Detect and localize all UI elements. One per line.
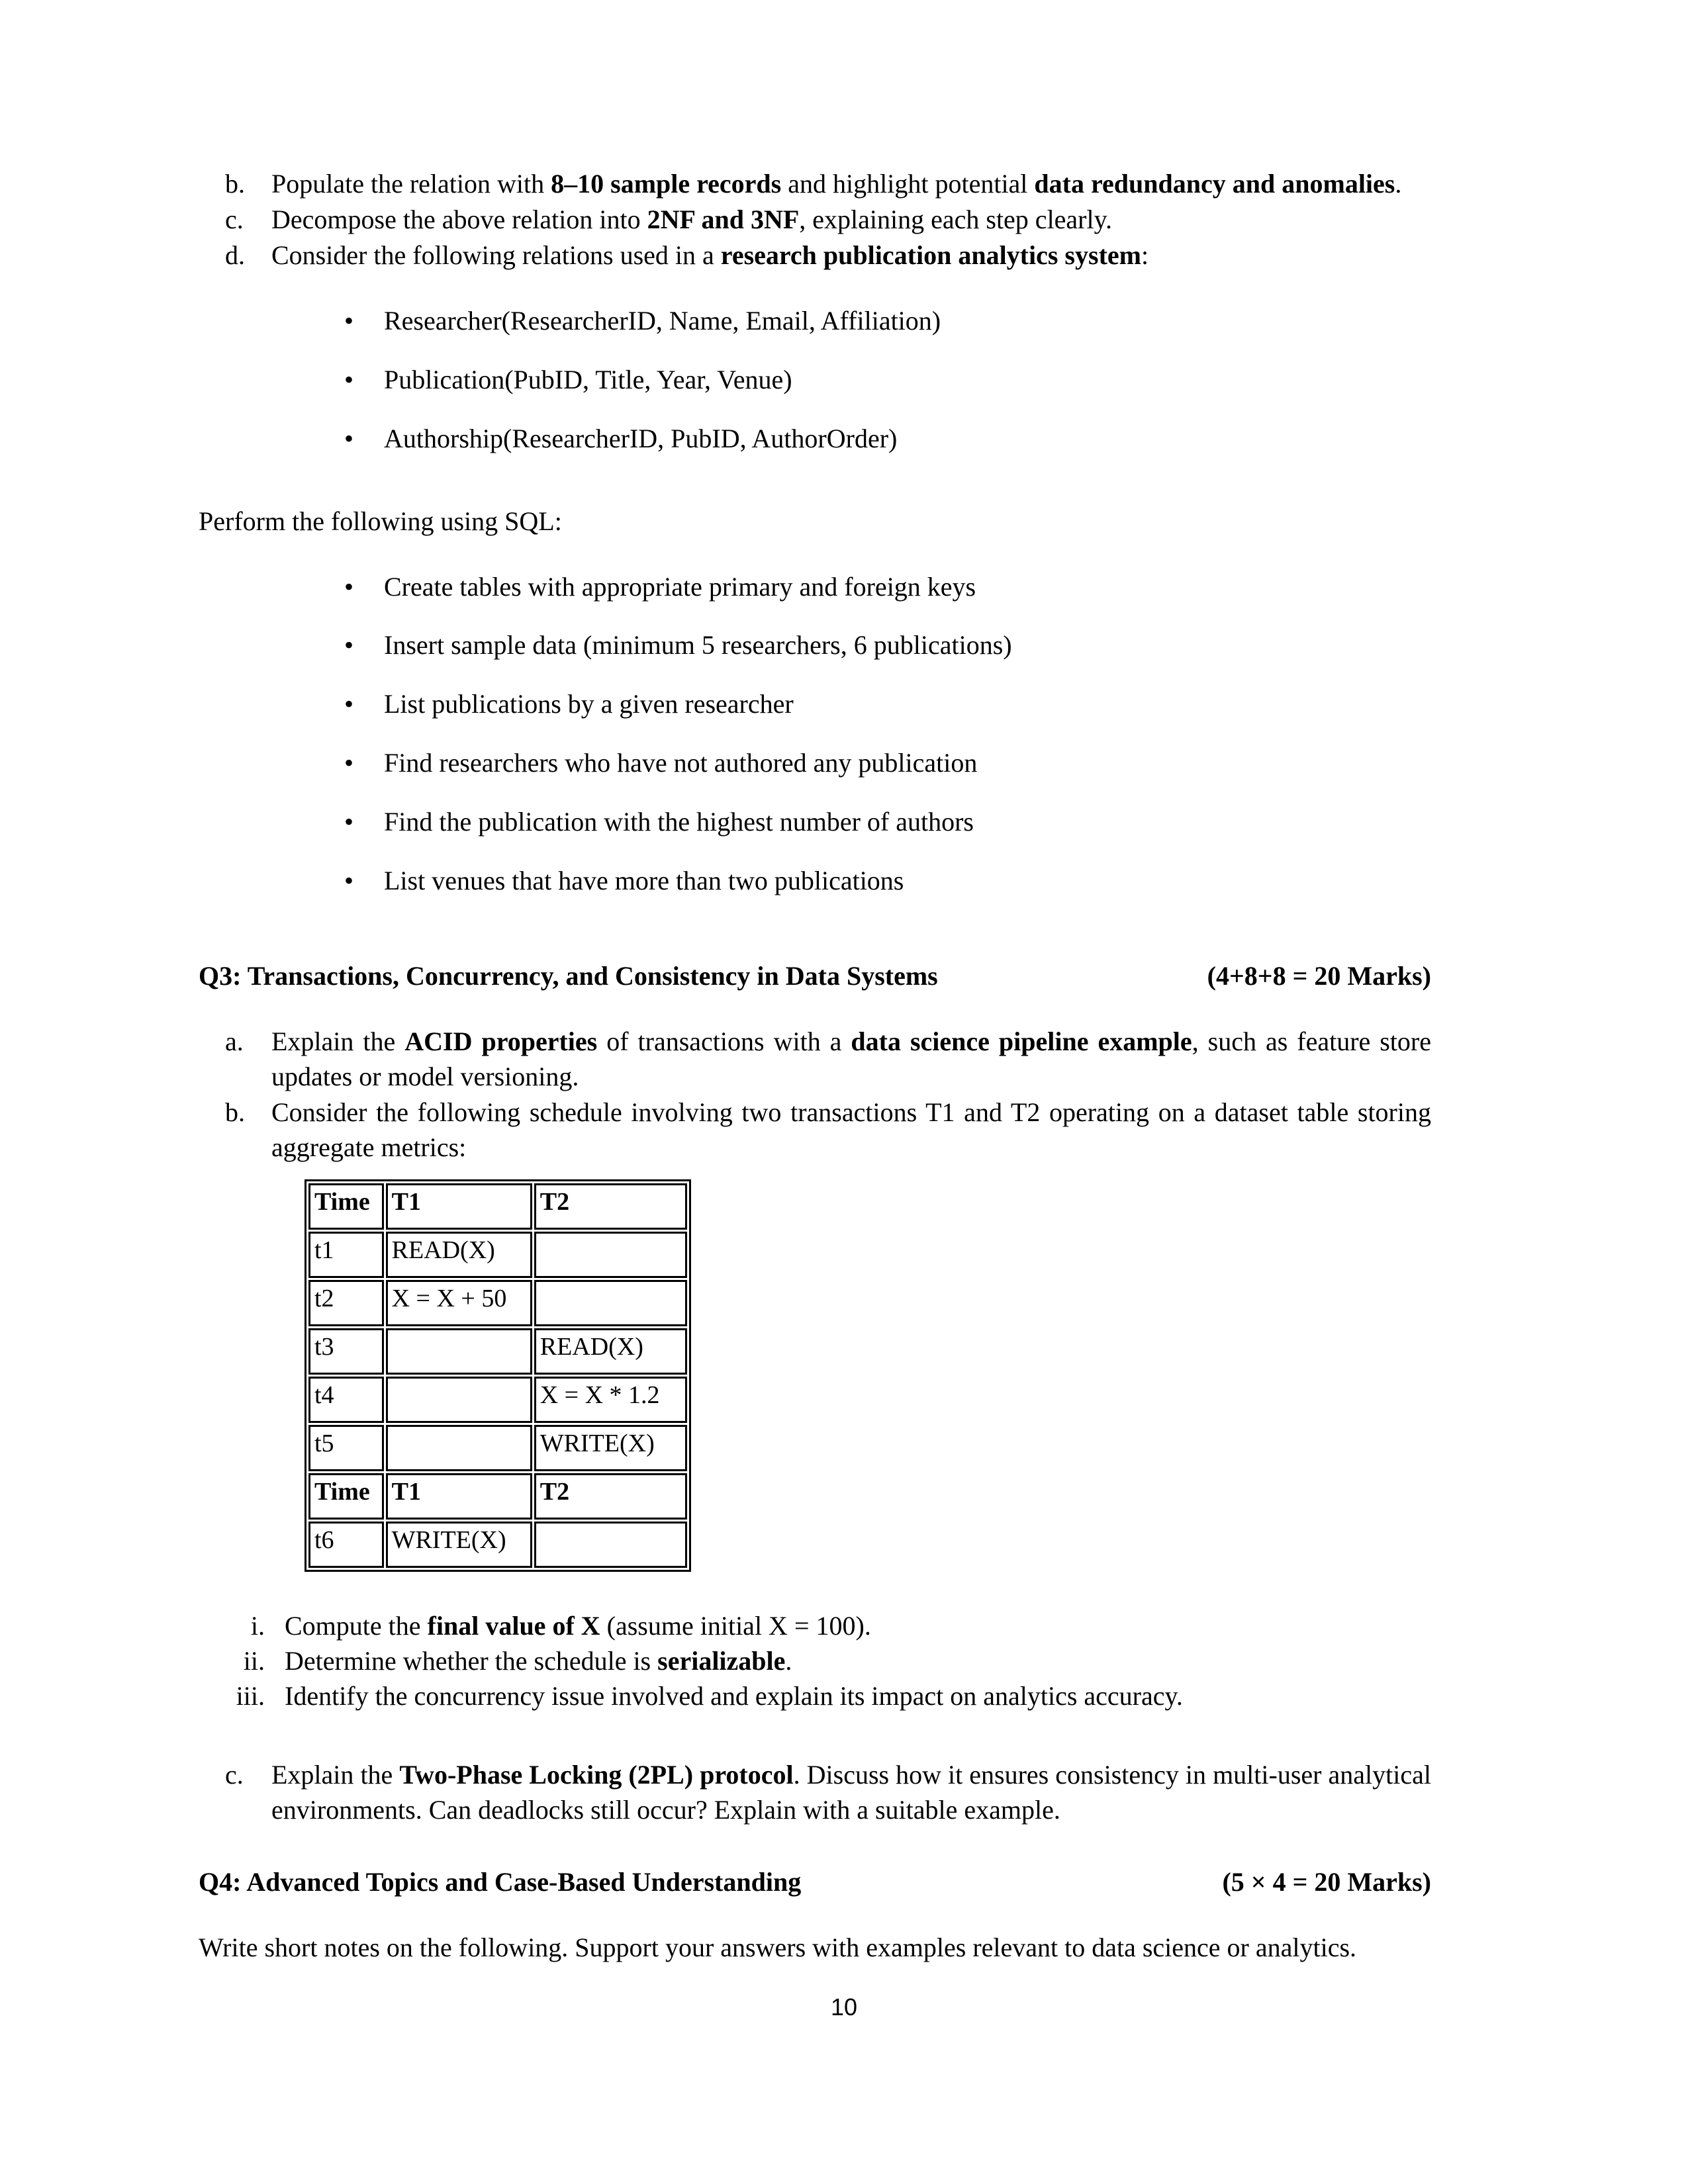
list-marker-d: d.: [225, 240, 245, 270]
table-cell: t6: [308, 1522, 384, 1568]
bullet-icon: •: [344, 630, 354, 660]
q3-lettered-list: [199, 1024, 1431, 1165]
q4-marks: (5 × 4 = 20 Marks): [1222, 1867, 1431, 1897]
table-cell: WRITE(X): [386, 1522, 532, 1568]
table-cell: [534, 1522, 687, 1568]
list-marker-c: c.: [225, 204, 244, 234]
list-item-q3-a: [199, 1024, 1431, 1095]
sql-task-text: List publications by a given researcher: [384, 689, 794, 719]
list-marker-q3-c: c.: [225, 1759, 244, 1790]
table-cell: [386, 1425, 532, 1471]
relation-text: Publication(PubID, Title, Year, Venue): [384, 365, 792, 395]
table-header-cell: T2: [534, 1473, 687, 1520]
table-cell: t5: [308, 1425, 384, 1471]
table-header-cell: T2: [534, 1183, 687, 1230]
list-text-roman-i: Compute the final value of X (assume initial X = 100).: [285, 1611, 871, 1641]
table-header-row: [308, 1183, 687, 1230]
table-cell: WRITE(X): [534, 1425, 687, 1471]
table-cell: [534, 1232, 687, 1278]
sql-task-list: [199, 570, 1431, 899]
table-cell: t2: [308, 1280, 384, 1326]
list-item-sql-task: [199, 864, 1431, 899]
table-cell: [534, 1280, 687, 1326]
sql-task-text: Insert sample data (minimum 5 researchers, 6 publications): [384, 630, 1012, 660]
q4-heading: [199, 1865, 1431, 1900]
table-row: [308, 1280, 687, 1326]
sql-task-text: Create tables with appropriate primary and foreign keys: [384, 571, 976, 602]
table-header-cell: Time: [308, 1183, 384, 1230]
q3-marks: (4+8+8 = 20 Marks): [1207, 961, 1431, 991]
table-cell: X = X + 50: [386, 1280, 532, 1326]
list-item-b: [199, 167, 1431, 202]
relation-text: Authorship(ResearcherID, PubID, AuthorOrder): [384, 423, 898, 453]
table-header-cell: T1: [386, 1473, 532, 1520]
table-cell: [386, 1377, 532, 1423]
sql-task-text: List venues that have more than two publications: [384, 865, 904, 895]
q2-lettered-list: [199, 167, 1431, 273]
list-item-roman-iii: [199, 1679, 1431, 1714]
list-item-sql-task: [199, 805, 1431, 840]
list-marker-roman-i: i.: [250, 1611, 265, 1641]
bullet-icon: •: [344, 423, 354, 453]
list-text-roman-ii: Determine whether the schedule is serializable.: [285, 1646, 792, 1676]
list-marker-roman-ii: ii.: [243, 1646, 265, 1676]
table-cell: READ(X): [534, 1328, 687, 1375]
table-row: [308, 1232, 687, 1278]
list-item-q3-c: [199, 1758, 1431, 1828]
relation-schema-list: [199, 304, 1431, 456]
bullet-icon: •: [344, 689, 354, 719]
bullet-icon: •: [344, 806, 354, 837]
list-item-sql-task: [199, 628, 1431, 663]
schedule-table-body: [308, 1183, 687, 1568]
list-item-relation: [199, 363, 1431, 398]
list-marker-q3-a: a.: [225, 1026, 244, 1057]
table-header-cell: T1: [386, 1183, 532, 1230]
list-item-relation: [199, 422, 1431, 457]
list-text-c: Decompose the above relation into 2NF and 3NF, explaining each step clearly.: [271, 204, 1113, 234]
sql-task-text: Find the publication with the highest number of authors: [384, 806, 974, 837]
list-text-q3-a: Explain the ACID properties of transactions with a data science pipeline example, such as feature store updates or model versioning.: [271, 1026, 1431, 1091]
table-row: [308, 1377, 687, 1423]
sql-task-text: Find researchers who have not authored any publication: [384, 747, 978, 778]
q3-title: Q3: Transactions, Concurrency, and Consistency in Data Systems: [199, 961, 938, 991]
list-item-d: [199, 238, 1431, 273]
bullet-icon: •: [344, 865, 354, 895]
list-text-b: Populate the relation with 8–10 sample records and highlight potential data redundancy and anomalies.: [271, 169, 1402, 199]
list-text-q3-b: Consider the following schedule involving two transactions T1 and T2 operating on a dataset table storing aggregate metrics:: [271, 1097, 1431, 1162]
bullet-icon: •: [344, 365, 354, 395]
table-row: [308, 1522, 687, 1568]
table-header-row: [308, 1473, 687, 1520]
sql-intro-paragraph: Perform the following using SQL:: [199, 506, 562, 536]
list-marker-b: b.: [225, 169, 245, 199]
bullet-icon: •: [344, 747, 354, 778]
relation-text: Researcher(ResearcherID, Name, Email, Affiliation): [384, 306, 941, 336]
q4-intro-paragraph: Write short notes on the following. Support your answers with examples relevant to data science or analytics.: [199, 1933, 1357, 1963]
table-cell: t4: [308, 1377, 384, 1423]
q4-title: Q4: Advanced Topics and Case-Based Understanding: [199, 1867, 802, 1897]
table-header-cell: Time: [308, 1473, 384, 1520]
list-item-q3-b: [199, 1095, 1431, 1165]
transaction-schedule-table-wrapper: [305, 1179, 691, 1572]
list-item-sql-task: [199, 746, 1431, 781]
q3-heading: [199, 959, 1431, 994]
list-marker-roman-iii: iii.: [236, 1680, 265, 1711]
table-row: [308, 1425, 687, 1471]
table-cell: X = X * 1.2: [534, 1377, 687, 1423]
q3-item-c-list: [199, 1758, 1431, 1828]
table-cell: READ(X): [386, 1232, 532, 1278]
q3-roman-list: [199, 1609, 1431, 1713]
table-cell: [386, 1328, 532, 1375]
list-item-sql-task: [199, 687, 1431, 722]
bullet-icon: •: [344, 306, 354, 336]
list-item-sql-task: [199, 570, 1431, 605]
list-item-roman-ii: [199, 1644, 1431, 1679]
table-cell: t1: [308, 1232, 384, 1278]
list-marker-q3-b: b.: [225, 1097, 245, 1127]
transaction-schedule-table: [305, 1179, 691, 1572]
list-text-d: Consider the following relations used in a research publication analytics system:: [271, 240, 1149, 270]
table-row: [308, 1328, 687, 1375]
page-number: 10: [830, 1993, 858, 2021]
list-item-c: [199, 203, 1431, 238]
list-item-roman-i: [199, 1609, 1431, 1644]
table-cell: t3: [308, 1328, 384, 1375]
bullet-icon: •: [344, 571, 354, 602]
list-item-relation: [199, 304, 1431, 339]
list-text-roman-iii: Identify the concurrency issue involved and explain its impact on analytics accuracy.: [285, 1680, 1183, 1711]
page-content: [199, 167, 1431, 1966]
list-text-q3-c: Explain the Two-Phase Locking (2PL) protocol. Discuss how it ensures consistency in multi-user analytical environments. Can deadlocks still occur? Explain with a suitable example.: [271, 1759, 1431, 1825]
